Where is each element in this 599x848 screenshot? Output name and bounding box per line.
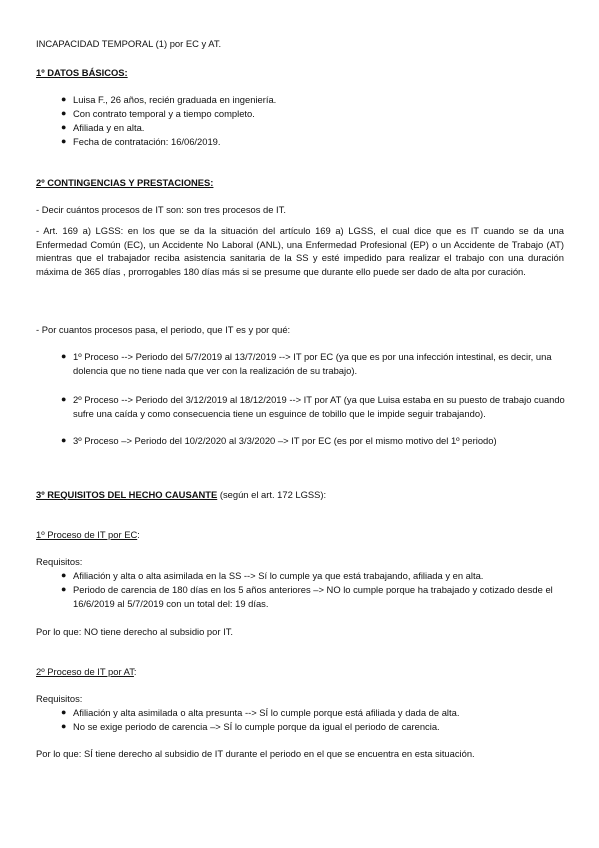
basic-data-item: Con contrato temporal y a tiempo completo. bbox=[73, 108, 255, 119]
bullet-icon: ● bbox=[61, 435, 67, 445]
bullet-icon: ● bbox=[61, 584, 67, 594]
at-requirements-label: Requisitos: bbox=[36, 693, 83, 704]
bullet-icon: ● bbox=[61, 721, 67, 731]
bullet-icon: ● bbox=[61, 707, 67, 717]
at-process-title-line bbox=[36, 665, 137, 679]
bullet-icon: ● bbox=[61, 108, 67, 118]
process-item: 3º Proceso –> Periodo del 10/2/2020 al 3/3/2020 –> IT por EC (es por el mismo motivo del 1º periodo) bbox=[73, 435, 497, 446]
section-2-heading: 2º CONTINGENCIAS Y PRESTACIONES: bbox=[36, 177, 214, 188]
ec-process-title-colon: : bbox=[137, 529, 140, 540]
at-requirement-item: No se exige periodo de carencia –> SÍ lo cumple porque da igual el periodo de carencia. bbox=[73, 721, 440, 732]
section-3-heading: 3º REQUISITOS DEL HECHO CAUSANTE bbox=[36, 489, 218, 500]
ec-requirement-item: Afiliación y alta o alta asimilada en la SS --> Sí lo cumple ya que está trabajando, afiliada y en alta. bbox=[73, 570, 484, 581]
process-item: 2º Proceso --> Periodo del 3/12/2019 al 18/12/2019 --> IT por AT (ya que Luisa estaba en su puesto de trabajo cuando sufre una caída y como consecuencia tiene un esguince de tobillo que le impide seguir trabajando). bbox=[73, 394, 565, 419]
question-process-count: - Decir cuántos procesos de IT son: son tres procesos de IT. bbox=[36, 204, 286, 215]
section-1-heading: 1º DATOS BÁSICOS: bbox=[36, 67, 128, 78]
bullet-icon: ● bbox=[61, 351, 67, 361]
at-process-title-colon: : bbox=[133, 666, 137, 677]
ec-process-title-line bbox=[36, 528, 140, 542]
process-item: 1º Proceso --> Periodo del 5/7/2019 al 13/7/2019 --> IT por EC (ya que es por una infección intestinal, es decir, una dolencia que no tiene nada que ver con la realización de su trabajo). bbox=[73, 351, 552, 376]
document-title: INCAPACIDAD TEMPORAL (1) por EC y AT. bbox=[36, 38, 222, 49]
bullet-icon: ● bbox=[61, 136, 67, 146]
at-requirement-item: Afiliación y alta asimilada o alta presunta --> SÍ lo cumple porque está afiliada y dada de alta. bbox=[73, 707, 460, 718]
at-process-title: 2º Proceso de IT por AT bbox=[36, 666, 134, 677]
ec-requirements-label: Requisitos: bbox=[36, 556, 83, 567]
ec-requirement-item: Periodo de carencia de 180 días en los 5 años anteriores –> NO lo cumple porque ha trabajado y cotizado desde el 16/6/2019 al 5/7/2019 con un total del: 19 días. bbox=[73, 584, 553, 609]
bullet-icon: ● bbox=[61, 394, 67, 404]
basic-data-item: Fecha de contratación: 16/06/2019. bbox=[73, 136, 221, 147]
bullet-icon: ● bbox=[61, 94, 67, 104]
basic-data-item: Afiliada y en alta. bbox=[73, 122, 145, 133]
question-process-periods: - Por cuantos procesos pasa, el periodo, que IT es y por qué: bbox=[36, 324, 291, 335]
section-3-heading-line bbox=[36, 488, 326, 502]
bullet-icon: ● bbox=[61, 570, 67, 580]
basic-data-item: Luisa F., 26 años, recién graduada en ingeniería. bbox=[73, 94, 277, 105]
ec-conclusion: Por lo que: NO tiene derecho al subsidio por IT. bbox=[36, 626, 233, 637]
at-conclusion: Por lo que: SÍ tiene derecho al subsidio de IT durante el periodo en el que se encuentra en esta situación. bbox=[36, 748, 475, 759]
bullet-icon: ● bbox=[61, 122, 67, 132]
ec-process-title: 1º Proceso de IT por EC bbox=[36, 529, 138, 540]
section-3-heading-note: (según el art. 172 LGSS): bbox=[219, 489, 327, 500]
article-169-paragraph: - Art. 169 a) LGSS: en los que se da la situación del artículo 169 a) LGSS, el cual dice que es IT cuando se da una Enfermedad Común (EC), un Accidente No Laboral (ANL), una Enfermedad Profesional (EP) o un Accidente de Trabajo (AT) mientras que el trabajador reciba asistencia sanitaria de la SS y esté impedido para realizar el trabajo con una duración máxima de 365 días , prorrogables 180 días más si se presume que durante ello puede ser dado de alta por curación. bbox=[36, 225, 564, 277]
